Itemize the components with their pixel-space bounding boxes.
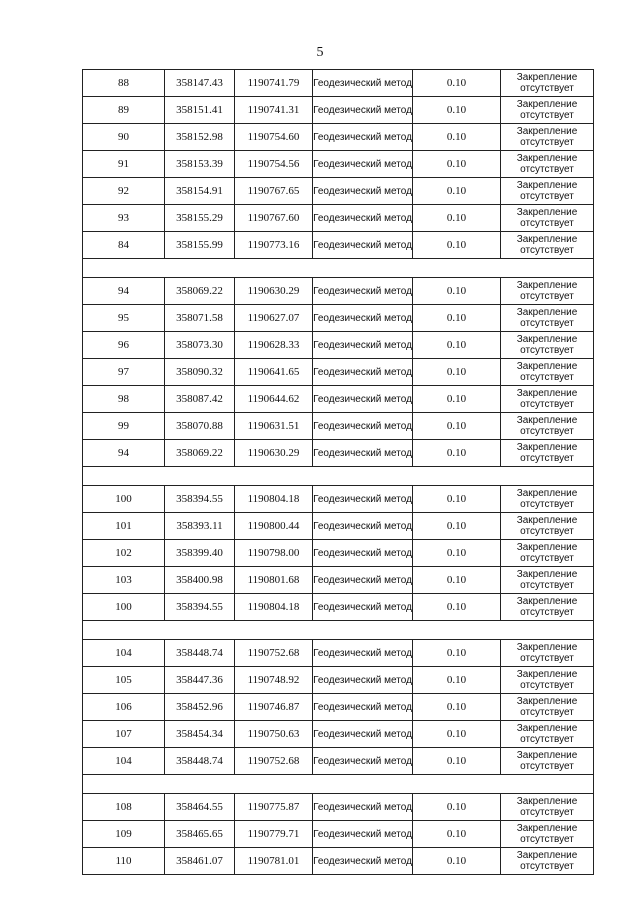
accuracy-cell: 0.10 (413, 151, 501, 178)
coord-y-cell: 1190748.92 (235, 667, 313, 694)
coord-y-cell: 1190754.60 (235, 124, 313, 151)
point-number-cell: 97 (83, 359, 165, 386)
coord-y-cell: 1190627.07 (235, 305, 313, 332)
point-number-cell: 88 (83, 70, 165, 97)
table-row (83, 440, 594, 467)
coord-x-cell: 358155.29 (165, 205, 235, 232)
coord-y-cell: 1190752.68 (235, 640, 313, 667)
coord-y-cell: 1190752.68 (235, 748, 313, 775)
table-row (83, 594, 594, 621)
method-cell: Геодезический метод (313, 721, 413, 748)
table-row (83, 232, 594, 259)
method-cell: Геодезический метод (313, 305, 413, 332)
accuracy-cell: 0.10 (413, 748, 501, 775)
coord-y-cell: 1190767.60 (235, 205, 313, 232)
coord-y-cell: 1190741.31 (235, 97, 313, 124)
method-cell: Геодезический метод (313, 70, 413, 97)
coord-y-cell: 1190630.29 (235, 278, 313, 305)
coord-x-cell: 358087.42 (165, 386, 235, 413)
coord-y-cell: 1190775.87 (235, 794, 313, 821)
point-number-cell: 110 (83, 848, 165, 875)
fixing-cell: Закрепление отсутствует (501, 486, 594, 513)
point-number-cell: 100 (83, 486, 165, 513)
point-number-cell: 91 (83, 151, 165, 178)
coord-y-cell: 1190801.68 (235, 567, 313, 594)
coord-x-cell: 358464.55 (165, 794, 235, 821)
coord-x-cell: 358399.40 (165, 540, 235, 567)
table-row (83, 278, 594, 305)
coord-x-cell: 358447.36 (165, 667, 235, 694)
coord-x-cell: 358452.96 (165, 694, 235, 721)
coord-y-cell: 1190779.71 (235, 821, 313, 848)
fixing-cell: Закрепление отсутствует (501, 332, 594, 359)
accuracy-cell: 0.10 (413, 848, 501, 875)
coord-x-cell: 358147.43 (165, 70, 235, 97)
table-row (83, 332, 594, 359)
point-number-cell: 107 (83, 721, 165, 748)
coord-x-cell: 358465.65 (165, 821, 235, 848)
fixing-cell: Закрепление отсутствует (501, 567, 594, 594)
table-row (83, 151, 594, 178)
fixing-cell: Закрепление отсутствует (501, 848, 594, 875)
fixing-cell: Закрепление отсутствует (501, 794, 594, 821)
fixing-cell: Закрепление отсутствует (501, 70, 594, 97)
coord-x-cell: 358151.41 (165, 97, 235, 124)
method-cell: Геодезический метод (313, 821, 413, 848)
table-row (83, 748, 594, 775)
coord-x-cell: 358071.58 (165, 305, 235, 332)
method-cell: Геодезический метод (313, 848, 413, 875)
accuracy-cell: 0.10 (413, 440, 501, 467)
table-row (83, 359, 594, 386)
coord-x-cell: 358153.39 (165, 151, 235, 178)
coord-x-cell: 358069.22 (165, 440, 235, 467)
group-separator-row (83, 467, 594, 486)
table-row (83, 413, 594, 440)
accuracy-cell: 0.10 (413, 694, 501, 721)
fixing-cell: Закрепление отсутствует (501, 748, 594, 775)
coord-y-cell: 1190746.87 (235, 694, 313, 721)
coord-x-cell: 358069.22 (165, 278, 235, 305)
point-number-cell: 100 (83, 594, 165, 621)
method-cell: Геодезический метод (313, 513, 413, 540)
fixing-cell: Закрепление отсутствует (501, 667, 594, 694)
accuracy-cell: 0.10 (413, 486, 501, 513)
table-row (83, 721, 594, 748)
table-row (83, 794, 594, 821)
coord-y-cell: 1190741.79 (235, 70, 313, 97)
table-row (83, 848, 594, 875)
table-row (83, 124, 594, 151)
method-cell: Геодезический метод (313, 97, 413, 124)
point-number-cell: 94 (83, 278, 165, 305)
coord-x-cell: 358448.74 (165, 748, 235, 775)
method-cell: Геодезический метод (313, 151, 413, 178)
separator-cell (83, 621, 594, 640)
coord-y-cell: 1190804.18 (235, 486, 313, 513)
coord-x-cell: 358073.30 (165, 332, 235, 359)
point-number-cell: 95 (83, 305, 165, 332)
group-separator-row (83, 259, 594, 278)
fixing-cell: Закрепление отсутствует (501, 359, 594, 386)
point-number-cell: 102 (83, 540, 165, 567)
accuracy-cell: 0.10 (413, 205, 501, 232)
accuracy-cell: 0.10 (413, 794, 501, 821)
method-cell: Геодезический метод (313, 278, 413, 305)
table-row (83, 540, 594, 567)
fixing-cell: Закрепление отсутствует (501, 540, 594, 567)
fixing-cell: Закрепление отсутствует (501, 513, 594, 540)
table-row (83, 70, 594, 97)
coord-y-cell: 1190800.44 (235, 513, 313, 540)
accuracy-cell: 0.10 (413, 124, 501, 151)
table-row (83, 386, 594, 413)
point-number-cell: 96 (83, 332, 165, 359)
table-row (83, 97, 594, 124)
coord-x-cell: 358454.34 (165, 721, 235, 748)
table-row (83, 178, 594, 205)
method-cell: Геодезический метод (313, 667, 413, 694)
coord-y-cell: 1190628.33 (235, 332, 313, 359)
accuracy-cell: 0.10 (413, 70, 501, 97)
point-number-cell: 93 (83, 205, 165, 232)
coord-y-cell: 1190804.18 (235, 594, 313, 621)
coord-y-cell: 1190641.65 (235, 359, 313, 386)
coord-y-cell: 1190750.63 (235, 721, 313, 748)
accuracy-cell: 0.10 (413, 232, 501, 259)
fixing-cell: Закрепление отсутствует (501, 694, 594, 721)
coord-y-cell: 1190773.16 (235, 232, 313, 259)
method-cell: Геодезический метод (313, 567, 413, 594)
point-number-cell: 103 (83, 567, 165, 594)
coord-x-cell: 358155.99 (165, 232, 235, 259)
method-cell: Геодезический метод (313, 332, 413, 359)
coordinates-table (82, 69, 594, 875)
coord-y-cell: 1190767.65 (235, 178, 313, 205)
method-cell: Геодезический метод (313, 486, 413, 513)
coord-x-cell: 358152.98 (165, 124, 235, 151)
fixing-cell: Закрепление отсутствует (501, 413, 594, 440)
point-number-cell: 94 (83, 440, 165, 467)
table-row (83, 305, 594, 332)
coord-y-cell: 1190781.01 (235, 848, 313, 875)
coord-x-cell: 358154.91 (165, 178, 235, 205)
point-number-cell: 99 (83, 413, 165, 440)
fixing-cell: Закрепление отсутствует (501, 278, 594, 305)
method-cell: Геодезический метод (313, 359, 413, 386)
fixing-cell: Закрепление отсутствует (501, 124, 594, 151)
accuracy-cell: 0.10 (413, 594, 501, 621)
fixing-cell: Закрепление отсутствует (501, 305, 594, 332)
accuracy-cell: 0.10 (413, 278, 501, 305)
accuracy-cell: 0.10 (413, 97, 501, 124)
coord-x-cell: 358394.55 (165, 486, 235, 513)
accuracy-cell: 0.10 (413, 567, 501, 594)
accuracy-cell: 0.10 (413, 359, 501, 386)
point-number-cell: 108 (83, 794, 165, 821)
method-cell: Геодезический метод (313, 640, 413, 667)
coord-x-cell: 358461.07 (165, 848, 235, 875)
method-cell: Геодезический метод (313, 205, 413, 232)
separator-cell (83, 467, 594, 486)
method-cell: Геодезический метод (313, 124, 413, 151)
coord-x-cell: 358394.55 (165, 594, 235, 621)
point-number-cell: 104 (83, 640, 165, 667)
separator-cell (83, 775, 594, 794)
point-number-cell: 89 (83, 97, 165, 124)
point-number-cell: 98 (83, 386, 165, 413)
table-row (83, 640, 594, 667)
coord-x-cell: 358070.88 (165, 413, 235, 440)
fixing-cell: Закрепление отсутствует (501, 205, 594, 232)
method-cell: Геодезический метод (313, 232, 413, 259)
page-number: 5 (316, 45, 324, 60)
method-cell: Геодезический метод (313, 540, 413, 567)
accuracy-cell: 0.10 (413, 540, 501, 567)
fixing-cell: Закрепление отсутствует (501, 440, 594, 467)
table-row (83, 667, 594, 694)
table-row (83, 486, 594, 513)
coord-y-cell: 1190798.00 (235, 540, 313, 567)
accuracy-cell: 0.10 (413, 640, 501, 667)
point-number-cell: 90 (83, 124, 165, 151)
table-row (83, 513, 594, 540)
table-row (83, 821, 594, 848)
group-separator-row (83, 775, 594, 794)
accuracy-cell: 0.10 (413, 305, 501, 332)
coord-x-cell: 358090.32 (165, 359, 235, 386)
accuracy-cell: 0.10 (413, 513, 501, 540)
group-separator-row (83, 621, 594, 640)
fixing-cell: Закрепление отсутствует (501, 594, 594, 621)
accuracy-cell: 0.10 (413, 332, 501, 359)
accuracy-cell: 0.10 (413, 721, 501, 748)
fixing-cell: Закрепление отсутствует (501, 721, 594, 748)
coord-y-cell: 1190630.29 (235, 440, 313, 467)
coord-x-cell: 358400.98 (165, 567, 235, 594)
method-cell: Геодезический метод (313, 594, 413, 621)
coord-y-cell: 1190754.56 (235, 151, 313, 178)
point-number-cell: 101 (83, 513, 165, 540)
table-row (83, 205, 594, 232)
point-number-cell: 105 (83, 667, 165, 694)
accuracy-cell: 0.10 (413, 178, 501, 205)
fixing-cell: Закрепление отсутствует (501, 178, 594, 205)
coord-x-cell: 358393.11 (165, 513, 235, 540)
method-cell: Геодезический метод (313, 694, 413, 721)
fixing-cell: Закрепление отсутствует (501, 386, 594, 413)
accuracy-cell: 0.10 (413, 667, 501, 694)
method-cell: Геодезический метод (313, 748, 413, 775)
point-number-cell: 84 (83, 232, 165, 259)
point-number-cell: 92 (83, 178, 165, 205)
table-row (83, 567, 594, 594)
method-cell: Геодезический метод (313, 413, 413, 440)
fixing-cell: Закрепление отсутствует (501, 151, 594, 178)
fixing-cell: Закрепление отсутствует (501, 640, 594, 667)
table-row (83, 694, 594, 721)
coord-y-cell: 1190644.62 (235, 386, 313, 413)
fixing-cell: Закрепление отсутствует (501, 232, 594, 259)
accuracy-cell: 0.10 (413, 386, 501, 413)
point-number-cell: 106 (83, 694, 165, 721)
coord-x-cell: 358448.74 (165, 640, 235, 667)
method-cell: Геодезический метод (313, 440, 413, 467)
point-number-cell: 104 (83, 748, 165, 775)
separator-cell (83, 259, 594, 278)
fixing-cell: Закрепление отсутствует (501, 821, 594, 848)
method-cell: Геодезический метод (313, 794, 413, 821)
fixing-cell: Закрепление отсутствует (501, 97, 594, 124)
coord-y-cell: 1190631.51 (235, 413, 313, 440)
accuracy-cell: 0.10 (413, 413, 501, 440)
accuracy-cell: 0.10 (413, 821, 501, 848)
method-cell: Геодезический метод (313, 178, 413, 205)
method-cell: Геодезический метод (313, 386, 413, 413)
point-number-cell: 109 (83, 821, 165, 848)
